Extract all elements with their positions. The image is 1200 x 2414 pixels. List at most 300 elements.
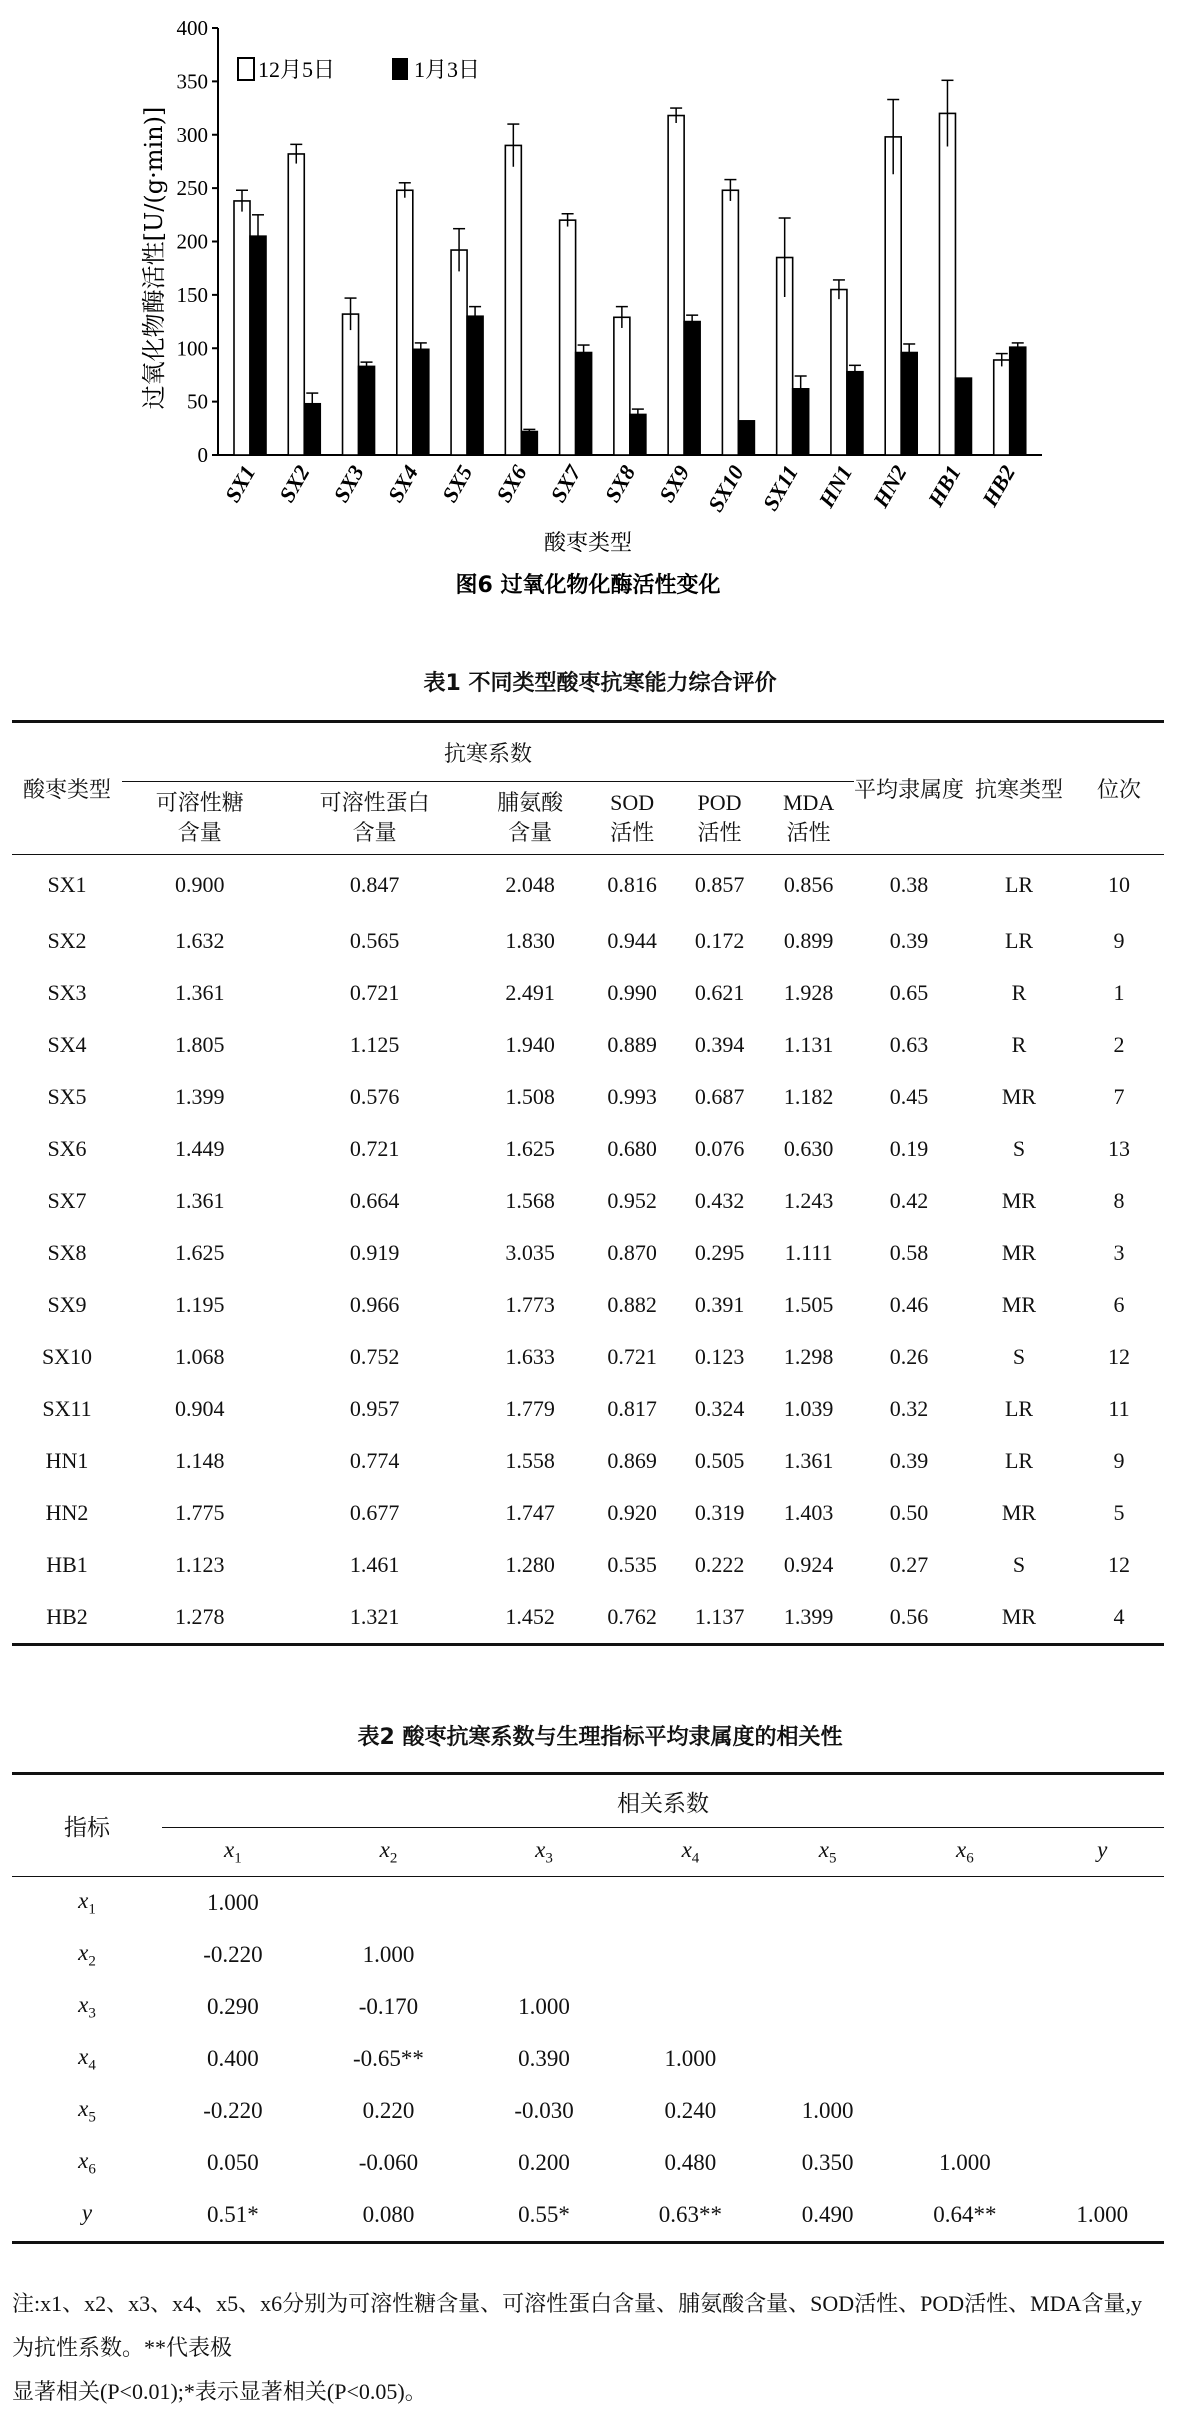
table-cell: 1.068 xyxy=(174,1343,225,1369)
table-cell: 0.050 xyxy=(207,2150,259,2175)
x-tick-label: SX4 xyxy=(382,461,424,507)
table-cell: 1.361 xyxy=(174,979,225,1005)
table-cell: 0.904 xyxy=(174,1395,225,1421)
x-tick-label: HB1 xyxy=(922,461,966,511)
table-row xyxy=(12,1877,1164,1930)
t1-col-avg: 平均隶属度 xyxy=(854,777,965,802)
bar-SX6-1 xyxy=(505,145,521,455)
cold-resistance-table xyxy=(12,720,1164,1646)
table-cell xyxy=(615,1877,766,1930)
table-cell: 4 xyxy=(1074,1591,1164,1645)
table-cell xyxy=(1040,1981,1164,2033)
var-subscript: 2 xyxy=(389,1850,398,1867)
t1-sub-header xyxy=(277,782,471,855)
t2-var-header xyxy=(766,1828,890,1877)
table-row xyxy=(12,1019,1164,1071)
table-cell: MR xyxy=(964,1591,1074,1645)
bar-HB2-1 xyxy=(994,360,1010,455)
table-cell: MR xyxy=(1001,1239,1037,1265)
t1-sub-header-line: 活性 xyxy=(786,820,831,845)
table-cell: 1.000 xyxy=(801,2098,854,2123)
table-cell: 0.957 xyxy=(349,1395,400,1421)
legend-swatch-1 xyxy=(238,58,254,80)
table-cell: 0.899 xyxy=(783,927,834,953)
table-cell: 0.762 xyxy=(588,1591,675,1645)
table-cell: 5 xyxy=(1113,1499,1125,1525)
table-cell: 0.222 xyxy=(694,1551,745,1577)
table-cell: 1.137 xyxy=(676,1591,763,1645)
t2-var-header xyxy=(473,1828,615,1877)
t1-sub-header xyxy=(588,782,675,855)
y-tick-label: 400 xyxy=(176,16,208,40)
table-cell xyxy=(766,1929,890,1981)
t1-col-class: 抗寒类型 xyxy=(974,777,1063,802)
t2-var-header xyxy=(304,1828,473,1877)
table-cell: 0.39 xyxy=(889,1447,929,1473)
x-tick-label: SX3 xyxy=(328,461,369,507)
t1-sub-header-line: 可溶性糖 xyxy=(155,790,244,815)
table-cell: 0.480 xyxy=(664,2150,717,2175)
t1-sub-header xyxy=(676,782,763,855)
t2-var-header xyxy=(615,1828,766,1877)
table-cell: MR xyxy=(1001,1291,1037,1317)
table-cell: 0.55* xyxy=(473,2189,615,2243)
table-cell: 0.847 xyxy=(349,871,400,897)
var-subscript: 3 xyxy=(545,1850,553,1867)
table-cell: 1.775 xyxy=(174,1499,225,1525)
t1-sub-header-line: 含量 xyxy=(177,820,222,845)
table-row xyxy=(12,1539,1164,1591)
chart-bars xyxy=(234,80,1026,455)
table-cell xyxy=(766,1981,890,2033)
table-cell: 1.558 xyxy=(505,1447,555,1473)
var-subscript: 1 xyxy=(88,1901,96,1918)
table-cell: 1.278 xyxy=(122,1591,277,1645)
table-cell: 0.42 xyxy=(889,1187,929,1213)
x-tick-label: SX10 xyxy=(702,461,749,516)
table-cell: LR xyxy=(1004,927,1034,953)
table-cell: 0.32 xyxy=(889,1395,929,1421)
table-cell: S xyxy=(1012,1135,1026,1161)
table-cell: SX6 xyxy=(47,1135,87,1161)
table-cell: HB2 xyxy=(12,1591,122,1645)
table-cell: 0.857 xyxy=(694,871,745,897)
var-symbol: x xyxy=(956,1836,967,1862)
t1-sub-header-line: 含量 xyxy=(508,820,553,845)
table-cell: 0.882 xyxy=(607,1291,657,1317)
var-subscript: 2 xyxy=(88,1953,96,1970)
table-cell: 1.000 xyxy=(362,1942,415,1967)
table-cell: 1.361 xyxy=(783,1447,834,1473)
table-cell: 0.721 xyxy=(349,1135,400,1161)
t1-sub-header-line: SOD xyxy=(610,790,655,815)
table-cell: 1.399 xyxy=(174,1083,225,1109)
var-symbol: x xyxy=(78,2043,89,2069)
table-cell: 3.035 xyxy=(505,1239,555,1265)
table-cell: 1.508 xyxy=(505,1083,555,1109)
table-cell: 1.131 xyxy=(783,1031,834,1057)
bar-SX7-1 xyxy=(560,220,576,455)
table-cell xyxy=(473,1929,615,1981)
table-cell: 9 xyxy=(1113,927,1125,953)
table-cell: 0.490 xyxy=(766,2189,890,2243)
table-cell: 12 xyxy=(1108,1343,1130,1369)
t2-col-index: 指标 xyxy=(64,1815,110,1840)
table-cell xyxy=(1040,1929,1164,1981)
table-cell: 9 xyxy=(1113,1447,1125,1473)
table-cell: 0.889 xyxy=(607,1031,657,1057)
var-symbol: x xyxy=(535,1836,546,1862)
table-cell: 1.000 xyxy=(518,1994,570,2019)
table-cell: 0.924 xyxy=(783,1551,834,1577)
table-cell: 0.390 xyxy=(518,2046,570,2071)
t1-sub-header-line: MDA xyxy=(782,790,835,815)
table-row xyxy=(12,1487,1164,1539)
table-cell: SX8 xyxy=(47,1239,87,1265)
row-var-label xyxy=(12,2033,162,2085)
table-cell: 0.26 xyxy=(889,1343,929,1369)
x-tick-label: SX5 xyxy=(436,461,478,507)
table-cell: 1.123 xyxy=(174,1551,225,1577)
y-tick-label: 300 xyxy=(176,122,208,147)
table-cell xyxy=(304,1877,473,1930)
table-cell: SX2 xyxy=(47,927,87,953)
bar-HB1-1 xyxy=(939,113,955,455)
table-row xyxy=(12,1227,1164,1279)
bar-SX10-2 xyxy=(738,421,754,455)
table-cell: 0.856 xyxy=(783,871,834,897)
table-cell: 1.449 xyxy=(174,1135,225,1161)
table-cell: 0.50 xyxy=(889,1499,929,1525)
x-axis-label: 酸枣类型 xyxy=(543,531,633,556)
table-cell: 0.869 xyxy=(607,1447,657,1473)
bar-SX2-1 xyxy=(288,154,304,455)
t1-sub-header-line: POD xyxy=(697,790,742,815)
bar-SX5-2 xyxy=(467,316,483,455)
table-cell: 0.324 xyxy=(694,1395,745,1421)
var-subscript: 3 xyxy=(88,2005,96,2022)
table-cell: 1.461 xyxy=(349,1551,400,1577)
row-var-label xyxy=(12,1929,162,1981)
table-row xyxy=(12,1331,1164,1383)
table-cell: 1.280 xyxy=(505,1551,555,1577)
table-cell: SX7 xyxy=(47,1187,87,1213)
table-cell: 0.400 xyxy=(207,2046,259,2071)
table-row xyxy=(12,1929,1164,1981)
table-cell: 7 xyxy=(1113,1083,1125,1109)
table-cell: 0.39 xyxy=(889,927,929,953)
table-cell: 1.243 xyxy=(783,1187,834,1213)
table-row xyxy=(12,2137,1164,2189)
bar-SX1-2 xyxy=(250,236,266,455)
table-cell: 2 xyxy=(1113,1031,1125,1057)
table-cell: 0.920 xyxy=(607,1499,657,1525)
table-cell: -0.030 xyxy=(514,2098,574,2123)
table-cell: 0.64** xyxy=(889,2189,1040,2243)
t1-sub-header-line: 脯氨酸 xyxy=(497,790,564,815)
table-cell: -0.060 xyxy=(358,2150,419,2175)
table-cell: 1 xyxy=(1113,979,1125,1005)
table-cell: 0.46 xyxy=(889,1291,929,1317)
table-cell: SX9 xyxy=(47,1291,87,1317)
x-tick-label: HN2 xyxy=(867,461,912,512)
table-row xyxy=(12,2085,1164,2137)
table-cell: HN1 xyxy=(45,1447,89,1473)
table-cell: 0.721 xyxy=(349,979,400,1005)
peroxidase-bar-chart xyxy=(0,0,1200,610)
legend-label-2: 1月3日 xyxy=(414,57,481,82)
var-symbol: y xyxy=(1097,1836,1108,1862)
x-tick-label: SX8 xyxy=(599,461,641,507)
table-cell: 1.148 xyxy=(174,1447,225,1473)
t1-sub-header-line: 活性 xyxy=(697,820,742,845)
table-cell: 1.298 xyxy=(783,1343,834,1369)
bar-HB1-2 xyxy=(955,378,971,455)
table-cell: 0.621 xyxy=(694,979,745,1005)
table-cell: 0.200 xyxy=(518,2150,570,2175)
table-cell: MR xyxy=(1001,1187,1037,1213)
table-cell xyxy=(889,1929,1040,1981)
table-cell: 0.900 xyxy=(174,871,225,897)
table-cell: -0.65** xyxy=(353,2046,424,2071)
table-cell: 1.321 xyxy=(277,1591,471,1645)
table-row xyxy=(12,855,1164,915)
table-cell: 0.123 xyxy=(694,1343,745,1369)
table-cell: 0.664 xyxy=(349,1187,400,1213)
row-var-label xyxy=(12,1981,162,2033)
table-cell xyxy=(889,2033,1040,2085)
table-cell: 1.399 xyxy=(763,1591,854,1645)
table-cell: 1.805 xyxy=(174,1031,225,1057)
table-cell: 1.000 xyxy=(664,2046,717,2071)
t1-sub-header-line: 活性 xyxy=(610,820,655,845)
bar-SX8-1 xyxy=(614,317,630,455)
t1-group-header: 抗寒系数 xyxy=(122,722,854,782)
table-cell: 1.747 xyxy=(505,1499,555,1525)
footnote xyxy=(12,2282,1162,2414)
table-cell: 0.63** xyxy=(615,2189,766,2243)
table-row xyxy=(12,1591,1164,1645)
t1-sub-header xyxy=(472,782,589,855)
y-axis-label: 过氧化物酶活性[U/(g·min)] xyxy=(140,106,168,410)
var-subscript: 6 xyxy=(88,2161,96,2178)
table-cell: 0.220 xyxy=(362,2098,415,2123)
table-cell: HN2 xyxy=(45,1499,89,1525)
table-cell: 1.452 xyxy=(472,1591,589,1645)
bar-HN1-2 xyxy=(847,372,863,455)
table-cell: 0.535 xyxy=(607,1551,657,1577)
table-cell xyxy=(1040,2033,1164,2085)
table-cell xyxy=(1040,2085,1164,2137)
var-subscript: 4 xyxy=(88,2057,96,2074)
table-cell: MR xyxy=(1001,1499,1037,1525)
table-cell: -0.220 xyxy=(203,2098,263,2123)
table-cell: 1.125 xyxy=(349,1031,400,1057)
bar-SX6-2 xyxy=(521,432,537,455)
x-tick-label: SX6 xyxy=(491,461,532,507)
table-cell: 0.432 xyxy=(694,1187,745,1213)
table-cell: 12 xyxy=(1108,1551,1130,1577)
row-var-label xyxy=(12,2085,162,2137)
y-tick-label: 100 xyxy=(176,336,208,361)
table-cell: 10 xyxy=(1108,871,1130,897)
table-cell: -0.220 xyxy=(203,1942,263,1967)
table-cell: S xyxy=(1012,1551,1026,1577)
table-cell: 0.680 xyxy=(607,1135,657,1161)
table-cell xyxy=(766,1877,890,1930)
table-cell: SX11 xyxy=(42,1395,92,1421)
table-cell: 0.172 xyxy=(694,927,745,953)
table-cell: 0.56 xyxy=(854,1591,964,1645)
chart-legend xyxy=(238,57,480,82)
table-cell: 1.625 xyxy=(174,1239,225,1265)
t2-var-header xyxy=(889,1828,1040,1877)
y-tick-label: 200 xyxy=(176,229,208,254)
table-cell: 0.630 xyxy=(783,1135,834,1161)
table-row xyxy=(12,1123,1164,1175)
table-cell: 0.27 xyxy=(889,1551,929,1577)
table-cell: SX5 xyxy=(47,1083,87,1109)
x-tick-label: SX2 xyxy=(273,461,315,507)
var-subscript: 5 xyxy=(88,2109,96,2126)
var-symbol: y xyxy=(81,2199,93,2225)
table-cell xyxy=(473,1877,615,1930)
footnote-line-1: 注:x1、x2、x3、x4、x5、x6分别为可溶性糖含量、可溶性蛋白含量、脯氨酸含量、SOD活性、POD活性、MDA含量,y为抗性系数。**代表极 xyxy=(12,2291,1142,2360)
table-cell: SX4 xyxy=(47,1031,87,1057)
t1-sub-header-line: 可溶性蛋白 xyxy=(319,790,430,815)
table-cell: 0.19 xyxy=(889,1135,929,1161)
table-row xyxy=(12,1175,1164,1227)
y-tick-label: 250 xyxy=(176,176,208,201)
table-cell: 0.58 xyxy=(889,1239,929,1265)
table-cell xyxy=(889,1981,1040,2033)
table-cell: 0.65 xyxy=(889,979,929,1005)
table-cell: 0.721 xyxy=(607,1343,657,1369)
table-cell: 0.51* xyxy=(162,2189,304,2243)
table-cell: SX3 xyxy=(47,979,87,1005)
table-cell: 0.774 xyxy=(349,1447,400,1473)
t1-sub-header xyxy=(763,782,854,855)
table-cell: HB1 xyxy=(46,1551,88,1577)
table-row xyxy=(12,2033,1164,2085)
table-cell: LR xyxy=(1004,1395,1034,1421)
table-cell: 0.38 xyxy=(889,871,929,897)
row-var-label xyxy=(12,1877,162,1930)
table-cell: 0.870 xyxy=(607,1239,657,1265)
table-cell: 0.076 xyxy=(694,1135,745,1161)
x-tick-label: HN1 xyxy=(813,461,858,512)
row-var-label xyxy=(12,2189,162,2243)
var-symbol: x xyxy=(78,1991,89,2017)
table-row xyxy=(12,1383,1164,1435)
bar-SX9-2 xyxy=(684,322,700,455)
bar-SX7-2 xyxy=(576,353,592,455)
y-tick-label: 150 xyxy=(176,282,208,307)
table-cell: 0.817 xyxy=(607,1395,657,1421)
table-cell: 1.000 xyxy=(939,2150,991,2175)
table-cell: 0.391 xyxy=(694,1291,745,1317)
table-cell: 1.361 xyxy=(174,1187,225,1213)
table-row xyxy=(12,1279,1164,1331)
bar-SX3-2 xyxy=(359,366,375,455)
table-cell: 0.63 xyxy=(889,1031,929,1057)
y-tick-label: 50 xyxy=(187,389,208,414)
table-cell: 0.080 xyxy=(304,2189,473,2243)
table-cell xyxy=(615,1981,766,2033)
y-tick-label: 0 xyxy=(197,443,208,467)
table-row xyxy=(12,2189,1164,2243)
table-cell: 1.625 xyxy=(505,1135,555,1161)
table-cell: 1.773 xyxy=(505,1291,555,1317)
bar-SX10-1 xyxy=(722,190,738,455)
t2-group-header: 相关系数 xyxy=(162,1774,1164,1828)
table-cell: 2.491 xyxy=(505,979,555,1005)
table-cell: 0.290 xyxy=(207,1994,259,2019)
table-cell: -0.170 xyxy=(358,1994,419,2019)
bar-SX1-1 xyxy=(234,201,250,455)
table-cell: 0.990 xyxy=(607,979,657,1005)
table-cell: LR xyxy=(1004,871,1034,897)
legend-swatch-2 xyxy=(392,58,408,80)
table-cell xyxy=(1040,2137,1164,2189)
table-cell: 0.677 xyxy=(349,1499,400,1525)
table-cell: 0.394 xyxy=(694,1031,745,1057)
table-row xyxy=(12,915,1164,967)
figure-caption: 图6 过氧化物化酶活性变化 xyxy=(455,573,721,598)
table-cell: 1.505 xyxy=(783,1291,834,1317)
var-subscript: 5 xyxy=(829,1850,837,1867)
var-symbol: x xyxy=(379,1836,390,1862)
table-cell xyxy=(889,2085,1040,2137)
bar-SX5-1 xyxy=(451,250,467,455)
row-var-label xyxy=(12,2137,162,2189)
table-cell: 1.000 xyxy=(1040,2189,1164,2243)
table-row xyxy=(12,1981,1164,2033)
table-cell: R xyxy=(1011,979,1027,1005)
bar-SX8-2 xyxy=(630,414,646,455)
bar-SX3-1 xyxy=(343,314,359,455)
table-cell: 2.048 xyxy=(505,871,555,897)
x-tick-label: SX7 xyxy=(545,461,586,507)
table-cell: 1.830 xyxy=(505,927,555,953)
table-cell xyxy=(766,2033,890,2085)
table-cell xyxy=(1040,1877,1164,1930)
table-cell: 0.816 xyxy=(607,871,657,897)
var-symbol: x xyxy=(224,1836,235,1862)
table-cell: 8 xyxy=(1113,1187,1125,1213)
t2-var-header xyxy=(1040,1828,1164,1877)
t2-var-header xyxy=(162,1828,304,1877)
table-cell: MR xyxy=(1001,1083,1037,1109)
bar-SX4-1 xyxy=(397,190,413,455)
table-cell: 11 xyxy=(1108,1395,1130,1421)
table-cell: 1.000 xyxy=(207,1890,259,1915)
table-cell: LR xyxy=(1004,1447,1034,1473)
var-symbol: x xyxy=(681,1836,692,1862)
x-tick-label: SX1 xyxy=(219,461,261,507)
table-cell: 13 xyxy=(1108,1135,1130,1161)
table-cell: 0.966 xyxy=(349,1291,400,1317)
table-cell: 3 xyxy=(1113,1239,1125,1265)
table-cell: 1.633 xyxy=(505,1343,555,1369)
table-cell: 0.240 xyxy=(664,2098,717,2123)
table-cell: 1.779 xyxy=(505,1395,555,1421)
table-cell: 0.576 xyxy=(349,1083,400,1109)
bar-SX4-2 xyxy=(413,349,429,455)
table-cell: 1.928 xyxy=(783,979,834,1005)
bar-SX9-1 xyxy=(668,116,684,455)
table-row xyxy=(12,1071,1164,1123)
